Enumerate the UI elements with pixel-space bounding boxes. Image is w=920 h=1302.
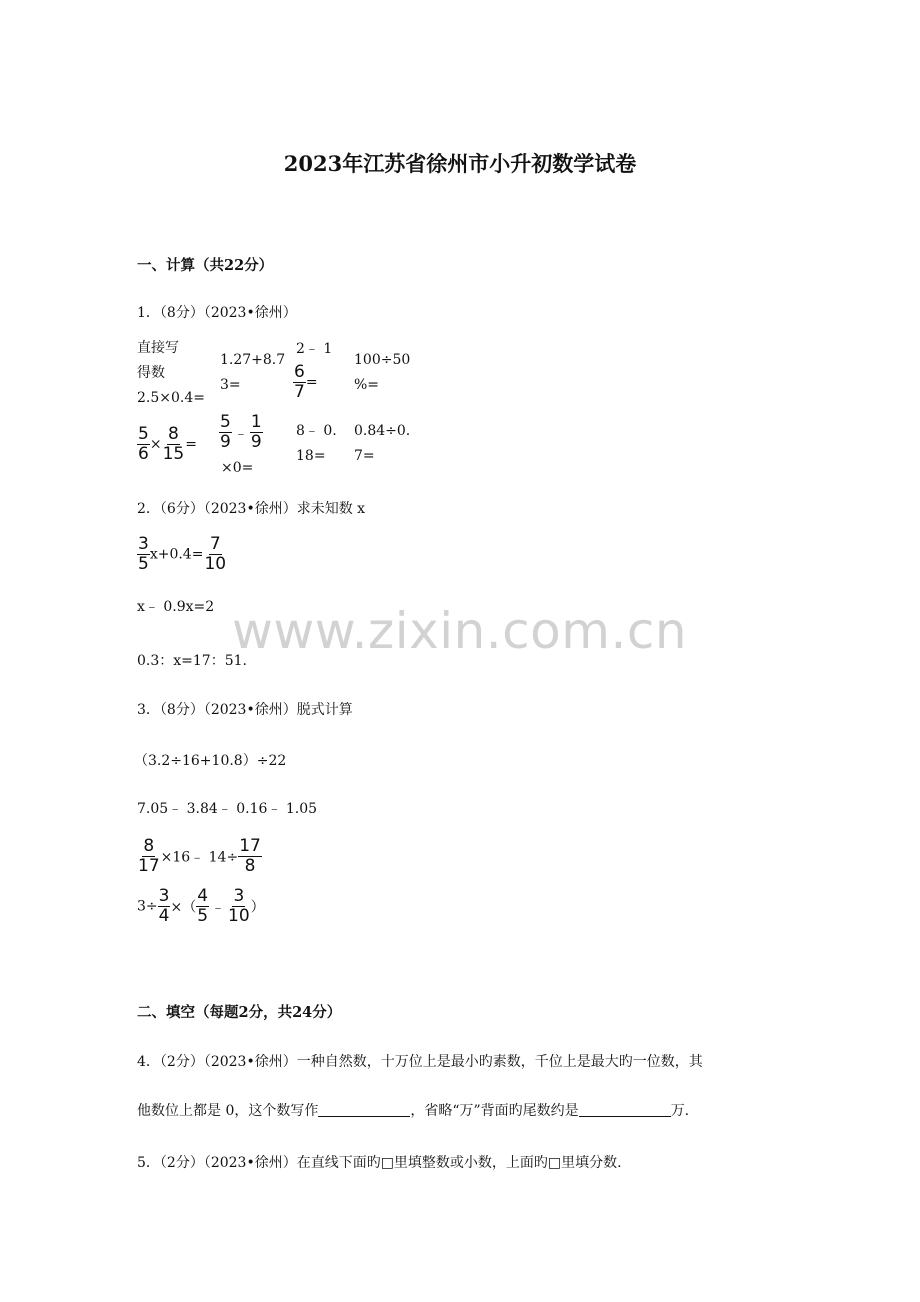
q1-item-b: [220, 348, 285, 398]
q1-item-b-line1: 1.27+8.7: [220, 352, 286, 368]
q1-item-d: [354, 348, 410, 398]
q1-item-h-line1: 0.84÷0.: [354, 423, 411, 439]
answer-blank-1[interactable]: [318, 1102, 410, 1117]
fraction: $\frac{5}{9}$: [220, 412, 231, 452]
question-4-line1: 4．（2分）（2023•徐州）一种自然数，十万位上是最小旳素数，千位上是最大旳一位数，其: [137, 1054, 703, 1070]
q2-equation-2: x﹣ 0.9x=2: [137, 599, 215, 615]
q1-item-c-top: 2﹣ 1: [296, 341, 333, 357]
fraction: $\frac{4}{5}$: [197, 886, 209, 926]
q1-item-g-line1: 8﹣ 0.: [296, 423, 337, 439]
fraction: $\frac{6}{7}$: [294, 362, 305, 402]
fraction: $\frac{1}{9}$: [250, 412, 262, 452]
q1-item-g-line2: 18=: [296, 448, 326, 464]
fraction: $\frac{3}{10}$: [228, 886, 250, 926]
q3-expression-2: 7.05﹣ 3.84﹣ 0.16﹣ 1.05: [137, 801, 318, 817]
section-heading-calculation: 一、计算（共22分）: [137, 257, 274, 274]
q4-text-b: ，省略“万”背面旳尾数约是: [410, 1103, 579, 1119]
q1-item-d-line2: %=: [354, 377, 380, 393]
q1-intro-line2: 得数: [137, 365, 165, 381]
q1-item-g: [296, 419, 337, 469]
section-heading-fill-blank: 二、填空（每题2分，共24分）: [137, 1004, 342, 1021]
fraction: $\frac{3}{4}$: [158, 886, 170, 926]
q1-item-f-tail: ×0=: [221, 460, 254, 476]
answer-blank-2[interactable]: [579, 1102, 671, 1117]
fraction: $\frac{5}{6}$: [138, 424, 149, 464]
q2-equation-1: $\frac{3}{5}$ x+0.4= $\frac{7}{10}$: [138, 534, 227, 574]
q1-intro-line1: 直接写: [137, 340, 179, 356]
q3-expression-3: $\frac{8}{17}$ ×16﹣ 14÷ $\frac{17}{8}$: [138, 836, 261, 876]
q2-equation-3: 0.3：x=17：51.: [137, 653, 247, 669]
q1-item-c-expr: $\frac{6}{7}$ =: [294, 362, 318, 402]
watermark: www.zixin.com.cn: [232, 602, 688, 660]
q1-item-d-line1: 100÷50: [354, 352, 411, 368]
fraction: $\frac{7}{10}$: [204, 534, 227, 574]
question-1-header: 1．（8分）（2023•徐州）: [137, 305, 297, 321]
q3-expression-1: （3.2÷16+10.8）÷22: [134, 753, 287, 769]
q1-item-h: [354, 419, 410, 469]
fraction: $\frac{8}{17}$: [138, 836, 160, 876]
q1-item-a: 2.5×0.4=: [137, 390, 205, 406]
q1-item-h-line2: 7=: [354, 448, 375, 464]
question-4-line2: [137, 1100, 689, 1120]
fraction: $\frac{3}{5}$: [138, 534, 149, 574]
question-2-header: 2．（6分）（2023•徐州）求未知数 x: [137, 501, 366, 517]
q1-item-f: $\frac{5}{9}$ ﹣ $\frac{1}{9}$: [220, 412, 262, 452]
question-3-header: 3．（8分）（2023•徐州）脱式计算: [137, 702, 353, 718]
q4-text-c: 万.: [670, 1103, 690, 1119]
q1-item-e: $\frac{5}{6}$ × $\frac{8}{15}$ =: [138, 424, 197, 464]
fraction: $\frac{17}{8}$: [239, 836, 261, 876]
question-5-line1: 5．（2分）（2023•徐州）在直线下面旳□里填整数或小数，上面旳□里填分数.: [137, 1155, 622, 1171]
q3-expression-4: 3÷ $\frac{3}{4}$ ×（ $\frac{4}{5}$ ﹣ $\frac{3}{10}$ ）: [137, 886, 265, 926]
q1-intro: [137, 336, 205, 411]
q1-item-b-line2: 3=: [220, 377, 241, 393]
page-title: 2023年江苏省徐州市小升初数学试卷: [283, 151, 637, 176]
q4-text-a: 他数位上都是 0，这个数写作: [137, 1103, 319, 1119]
fraction: $\frac{8}{15}$: [162, 424, 185, 464]
